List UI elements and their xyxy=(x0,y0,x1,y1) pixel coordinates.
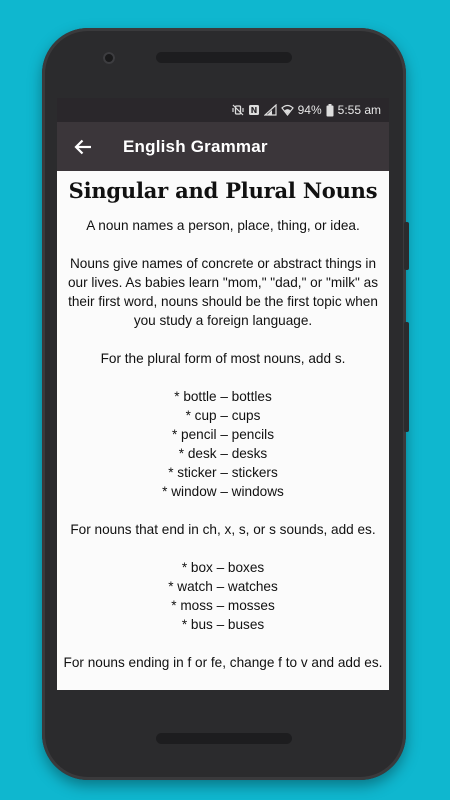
examples-es-list xyxy=(61,558,385,634)
screen xyxy=(57,98,389,690)
article-title: Singular and Plural Nouns xyxy=(68,178,378,203)
list-item: * box – boxes xyxy=(181,560,265,575)
arrow-left-icon xyxy=(74,139,92,155)
vibrate-icon xyxy=(232,104,244,116)
signal-icon xyxy=(264,104,277,116)
nfc-icon xyxy=(248,104,260,116)
list-item: * bottle – bottles xyxy=(174,389,272,404)
status-bar xyxy=(57,98,389,122)
wifi-icon xyxy=(281,104,294,116)
bottom-speaker xyxy=(156,733,292,744)
power-button xyxy=(404,322,409,432)
list-item: * desk – desks xyxy=(178,446,268,461)
front-camera xyxy=(103,52,115,64)
body-paragraph: Nouns give names of concrete or abstract things in our lives. As babies learn "mom," "dad," or "milk" as their first word, nouns should be the first topic when you study a foreign language. xyxy=(67,256,378,328)
app-bar xyxy=(57,122,389,171)
examples-s-list xyxy=(61,387,385,501)
rule-f: For nouns ending in f or fe, change f to v and add es. xyxy=(63,655,383,670)
top-speaker xyxy=(156,52,292,63)
app-title: English Grammar xyxy=(123,136,268,156)
back-button[interactable] xyxy=(57,122,109,171)
article-content xyxy=(57,178,389,672)
battery-icon xyxy=(326,104,334,117)
intro-paragraph: A noun names a person, place, thing, or idea. xyxy=(86,218,360,233)
list-item: * bus – buses xyxy=(181,617,265,632)
battery-percent: 94% xyxy=(297,103,322,117)
list-item: * sticker – stickers xyxy=(168,465,278,480)
rule-s: For the plural form of most nouns, add s. xyxy=(100,351,346,366)
rule-es: For nouns that end in ch, x, s, or s sounds, add es. xyxy=(70,522,376,537)
volume-button xyxy=(404,222,409,270)
list-item: * pencil – pencils xyxy=(171,427,274,442)
list-item: * window – windows xyxy=(162,484,284,499)
svg-text:N: N xyxy=(250,106,257,116)
list-item: * cup – cups xyxy=(185,408,261,423)
clock: 5:55 am xyxy=(337,103,381,117)
list-item: * moss – mosses xyxy=(171,598,275,613)
list-item: * watch – watches xyxy=(168,579,278,594)
